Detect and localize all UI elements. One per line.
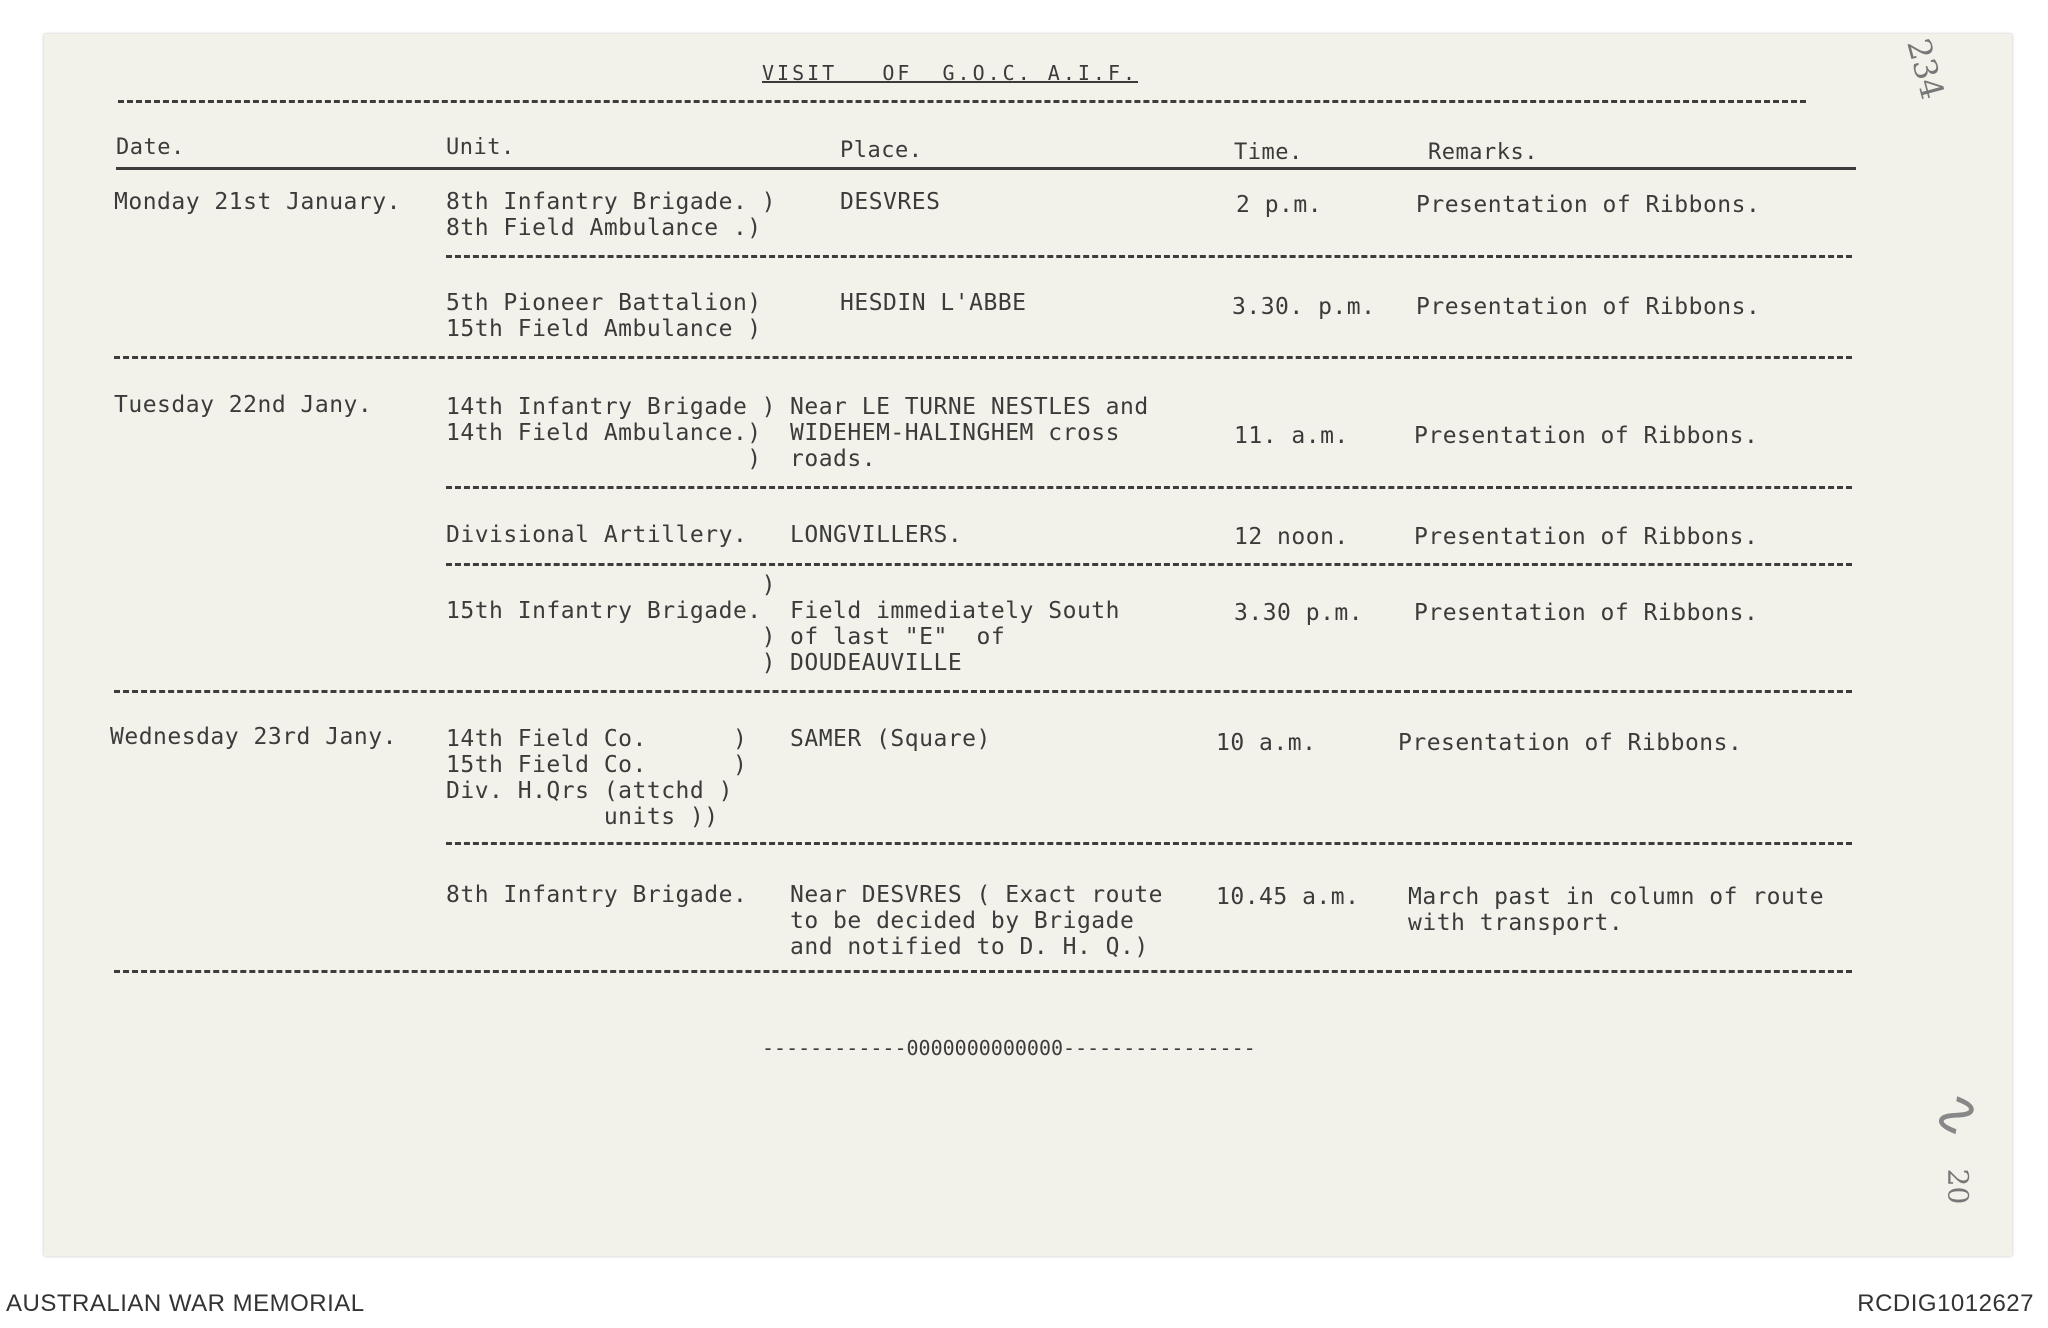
row-4-unit: Divisional Artillery. (446, 522, 748, 548)
row-1-time: 2 p.m. (1236, 192, 1323, 218)
row-6-date: Wednesday 23rd Jany. (110, 724, 397, 750)
row-5-remarks: Presentation of Ribbons. (1414, 600, 1759, 626)
header-unit: Unit. (446, 135, 515, 160)
row-1-rule (446, 255, 1852, 258)
row-1-date: Monday 21st January. (114, 189, 401, 215)
row-6-unit: 14th Field Co. ) 15th Field Co. ) Div. H.Qrs (attchd ) units )) (446, 726, 748, 830)
row-2-unit: 5th Pioneer Battalion) 15th Field Ambulance ) (446, 290, 762, 342)
row-4-remarks: Presentation of Ribbons. (1414, 524, 1759, 550)
row-6-place: SAMER (Square) (790, 726, 991, 752)
row-2-place: HESDIN L'ABBE (840, 290, 1027, 316)
day-1-rule (114, 356, 1852, 359)
row-7-unit: 8th Infantry Brigade. (446, 882, 748, 908)
header-date: Date. (116, 135, 185, 160)
row-1-remarks: Presentation of Ribbons. (1416, 192, 1761, 218)
initials-mark: ∿ (1916, 1084, 1994, 1146)
row-3-rule (446, 486, 1852, 489)
row-3-unit: 14th Infantry Brigade ) 14th Field Ambulance.) ) (446, 394, 776, 472)
day-2-rule (114, 690, 1852, 693)
row-3-place: Near LE TURNE NESTLES and WIDEHEM-HALINGHEM cross roads. (790, 394, 1149, 472)
row-4-rule (446, 563, 1852, 566)
footer-right: RCDIG1012627 (1857, 1290, 2034, 1317)
row-7-remarks: March past in column of route with transport. (1408, 884, 1825, 936)
document-title: VISIT OF G.O.C. A.I.F. (762, 61, 1139, 85)
closing-rule: ------------0000000000000---------------- (762, 1036, 1256, 1060)
row-1-unit: 8th Infantry Brigade. ) 8th Field Ambulance .) (446, 189, 776, 241)
row-4-time: 12 noon. (1234, 524, 1349, 550)
row-2-remarks: Presentation of Ribbons. (1416, 294, 1761, 320)
folio-number: 20 (1941, 1168, 1975, 1205)
row-3-remarks: Presentation of Ribbons. (1414, 423, 1759, 449)
row-6-time: 10 a.m. (1216, 730, 1317, 756)
row-2-time: 3.30. p.m. (1232, 294, 1376, 320)
row-5-unit: ) 15th Infantry Brigade. ) ) (446, 572, 776, 676)
row-7-place: Near DESVRES ( Exact route to be decided by Brigade and notified to D. H. Q.) (790, 882, 1164, 960)
footer-left: AUSTRALIAN WAR MEMORIAL (6, 1290, 365, 1317)
header-remarks: Remarks. (1428, 140, 1538, 165)
row-7-time: 10.45 a.m. (1216, 884, 1360, 910)
header-time: Time. (1234, 140, 1303, 165)
row-5-place: Field immediately South of last "E" of DOUDEAUVILLE (790, 598, 1120, 676)
row-1-place: DESVRES (840, 189, 941, 215)
row-4-place: LONGVILLERS. (790, 522, 963, 548)
header-place: Place. (840, 138, 923, 163)
row-3-time: 11. a.m. (1234, 423, 1349, 449)
row-6-rule (446, 842, 1852, 845)
day-3-rule (114, 970, 1852, 973)
title-rule (118, 100, 1806, 103)
page-number: 234 (1899, 34, 1952, 104)
row-3-date: Tuesday 22nd Jany. (114, 392, 373, 418)
header-rule (116, 167, 1856, 170)
row-5-time: 3.30 p.m. (1234, 600, 1364, 626)
row-6-remarks: Presentation of Ribbons. (1398, 730, 1743, 756)
